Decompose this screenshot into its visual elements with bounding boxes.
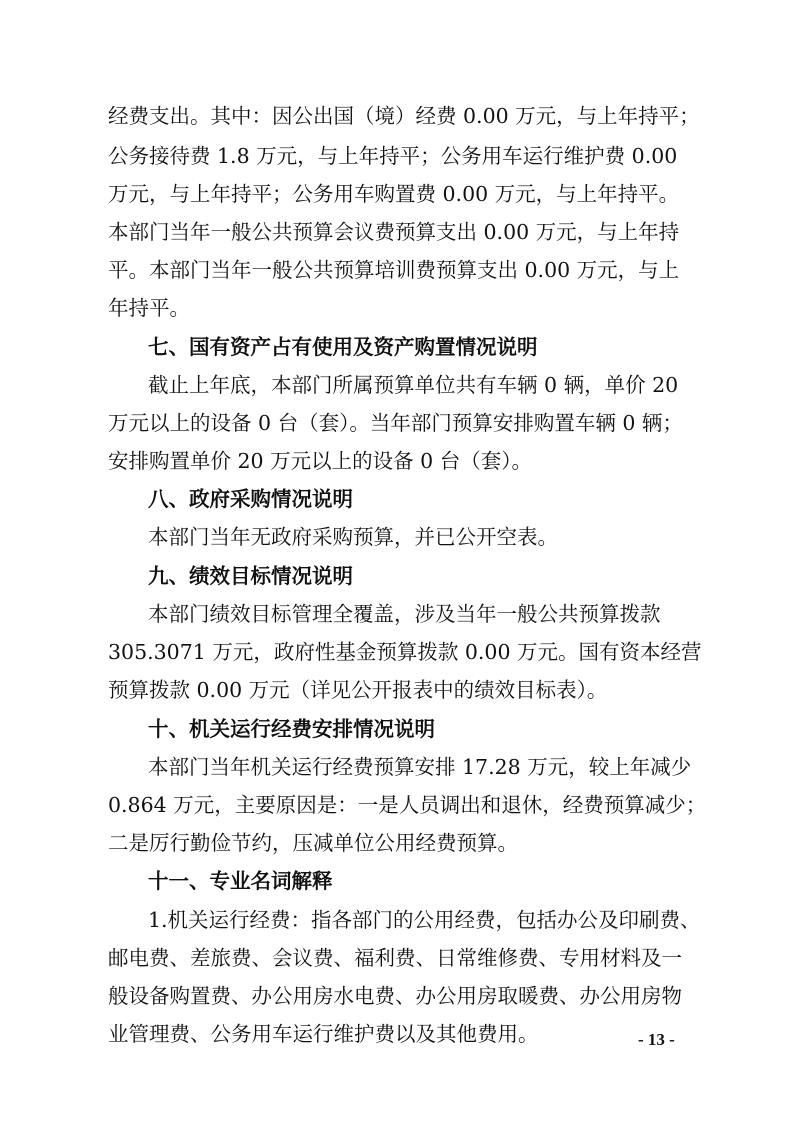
text-line: 经费支出。其中：因公出国（境）经费 0.00 万元，与上年持平； [108, 104, 700, 128]
text-line: 预算拨款 0.00 万元（详见公开报表中的绩效目标表）。 [108, 678, 608, 702]
text-line: 万元，与上年持平；公务用车购置费 0.00 万元，与上年持平。 [108, 182, 680, 206]
text-line: 年持平。 [108, 296, 190, 320]
text-line: 公务接待费 1.8 万元，与上年持平；公务用车运行维护费 0.00 [108, 144, 678, 168]
paragraph-first-line: 1.机关运行经费：指各部门的公用经费，包括办公及印刷费、 [148, 908, 701, 932]
page-number: - 13 - [638, 1030, 675, 1049]
text-line: 二是厉行勤俭节约，压减单位公用经费预算。 [108, 831, 518, 855]
text-line: 0.864 万元，主要原因是：一是人员调出和退休，经费预算减少； [108, 793, 707, 817]
text-line: 305.3071 万元，政府性基金预算拨款 0.00 万元。国有资本经营 [108, 640, 702, 664]
text-line: 般设备购置费、办公用房水电费、办公用房取暖费、办公用房物 [108, 984, 682, 1008]
section-heading-11: 十一、专业名词解释 [148, 869, 333, 893]
paragraph-first-line: 本部门绩效目标管理全覆盖，涉及当年一般公共预算拨款 [148, 602, 661, 626]
text-line: 万元以上的设备 0 台（套）。当年部门预算安排购置车辆 0 辆； [108, 411, 683, 435]
section-heading-7: 七、国有资产占有使用及资产购置情况说明 [148, 335, 538, 359]
paragraph-first-line: 本部门当年无政府采购预算，并已公开空表。 [148, 525, 558, 549]
paragraph-first-line: 截止上年底，本部门所属预算单位共有车辆 0 辆，单价 20 [148, 373, 679, 397]
paragraph-first-line: 本部门当年机关运行经费预算安排 17.28 万元，较上年减少 [148, 755, 692, 779]
text-line: 业管理费、公务用车运行维护费以及其他费用。 [108, 1022, 539, 1046]
text-line: 安排购置单价 20 万元以上的设备 0 台（套）。 [108, 449, 532, 473]
text-line: 本部门当年一般公共预算会议费预算支出 0.00 万元，与上年持 [108, 220, 680, 244]
section-heading-8: 八、政府采购情况说明 [148, 487, 353, 511]
text-line: 邮电费、差旅费、会议费、福利费、日常维修费、专用材料及一 [108, 946, 682, 970]
text-line: 平。本部门当年一般公共预算培训费预算支出 0.00 万元，与上 [108, 258, 680, 282]
section-heading-10: 十、机关运行经费安排情况说明 [148, 717, 435, 741]
section-heading-9: 九、绩效目标情况说明 [148, 564, 353, 588]
